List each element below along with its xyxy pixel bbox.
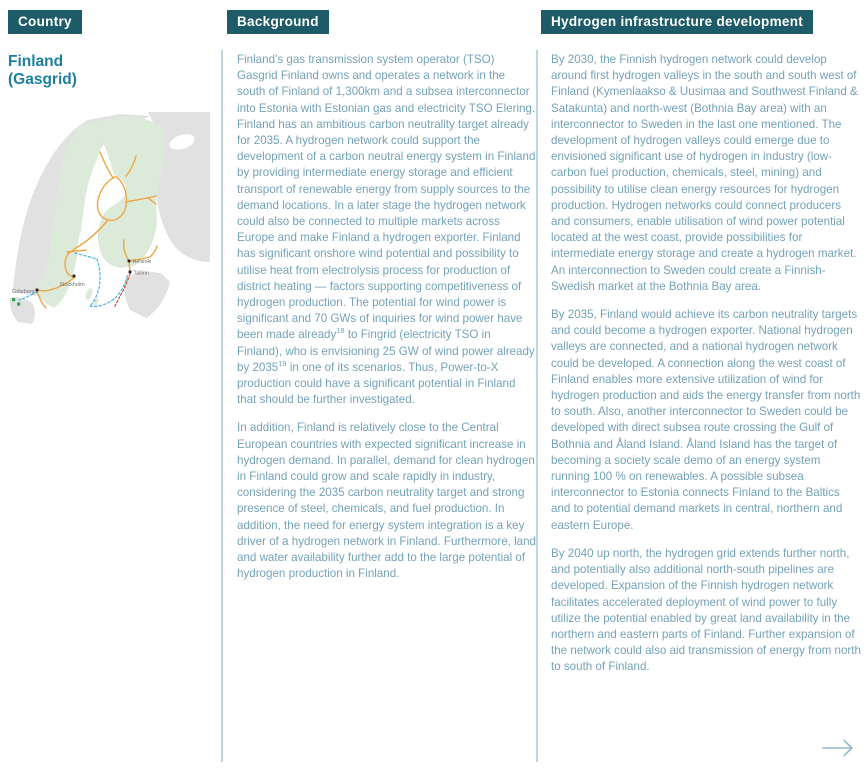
hydrogen-development-column [541,10,862,676]
background-header-badge: Background [227,10,329,34]
footnote-ref-18: 18 [336,326,345,336]
background-column [227,10,536,583]
country-name-line2: (Gasgrid) [8,71,77,88]
city-label-stockholm: Stockholm [59,282,85,288]
city-marker-tallinn [129,271,132,274]
city-label-helsinki: Helsinki [132,259,152,266]
column-divider-2 [536,50,538,762]
next-page-arrow-icon[interactable] [820,737,856,764]
finland-network-map [8,112,210,356]
city-marker-stockholm [73,275,76,278]
city-label-tallinn: Tallinn [133,270,149,277]
column-divider-1 [221,50,223,762]
country-name-title [8,53,214,89]
city-marker-helsinki [128,260,131,263]
country-header-badge: Country [8,10,82,34]
background-paragraph-1-text-b: to Fingrid (electricity TSO in Finland), who is envisioning 25 GW of wind power already by 2035 [237,328,535,374]
hydrogen-paragraph-2030: By 2030, the Finnish hydrogen network could develop around first hydrogen valleys in the south and south west of Finland (Kymenlaakso & Uusimaa and Southwest Finland & Satakunta) and north-west (Bothnia Bay area) with an interconnector to Sweden in the last one mentioned. The development of hydrogen valleys could emerge due to envisioned significant use of hydrogen in industry (low-carbon fuel production, chemicals, steel, mining) and possibility to utilise clean energy resources for hydrogen production. Hydrogen networks could connect producers and consumers, enable utilisation of wind power potential located at the west coast, provide possibilities for intermediate energy storage and create a hydrogen market. An interconnection to Sweden could create a Finnish-Swedish market at the Bothnia Bay area. [551,53,858,293]
hydrogen-paragraph-2040: By 2040 up north, the hydrogen grid extends further north, and potentially also additional north-south pipelines are developed. Expansion of the Finnish hydrogen network facilitates accelerated deployment of wind power to fully utilize the potential enabled by great land availability in the northern and eastern parts of Finland. Further expansion of the network could also aid transmission of energy from north to south of Finland. [551,546,861,674]
background-paragraph-1 [227,52,536,408]
city-label-goteborg: Göteborg [12,289,35,295]
background-paragraph-1-text-c: in one of its scenarios. Thus, Power-to-X production could have a significant potential in Finland that should be further investigated. [237,360,516,407]
country-name-line1: Finland [8,53,64,70]
hydrogen-header-badge: Hydrogen infrastructure development [541,10,813,34]
country-column [8,10,214,89]
background-paragraph-2: In addition, Finland is relatively close to the Central European countries with expected significant increase in hydrogen demand. In parallel, demand for clean hydrogen in Finland could grow and scale rapidly in industry, considering the 2035 carbon neutrality target and strong presence of steel, chemicals, and fuel production. In addition, the need for energy system integration is a key driver of a hydrogen network in Finland. Furthermore, land and water availability further add to the large potential of hydrogen production in Finland. [237,421,537,581]
hydrogen-paragraph-2035: By 2035, Finland would achieve its carbon neutrality targets and could become a hydrogen exporter. National hydrogen valleys are connected, and a national hydrogen network could be developed. A connection along the west coast of Finland enables more extensive utilization of wind for hydrogen production and aids the energy transfer from north to south. Also, another interconnector to Sweden could be developed with direct subsea route crossing the Gulf of Bothnia and Åland Island. Åland Island has the target of becoming a society scale demo of an energy system running 100 % on renewables. A possible subsea interconnector to Estonia connects Finland to the Baltics and to potential demand markets in central, northern and eastern Europe. [551,308,861,532]
background-paragraph-1-text-a: Finland’s gas transmission system operator (TSO) Gasgrid Finland owns and operates a network in the south of Finland of 1,300km and a subsea interconnector into Estonia with Estonian gas and electricity TSO Elering. Finland has an ambitious carbon neutrality target already for 2035. A hydrogen network could support the development of a carbon neutral energy system in Finland by providing intermediate energy storage and efficient transport of renewable energy from supply sources to the demand locations. In a later stage the hydrogen network could also be connected to multiple markets across Europe and make Finland a hydrogen exporter. Finland has significant onshore wind potential and possibility to utilise heat from electrolysis process for production of district heating — factors supporting competitiveness of hydrogen production. The potential for wind power is significant and 70 GWs of inquiries for wind power have been made already [237,53,536,342]
footnote-ref-19: 19 [278,359,287,368]
city-marker-goteborg [36,289,39,292]
